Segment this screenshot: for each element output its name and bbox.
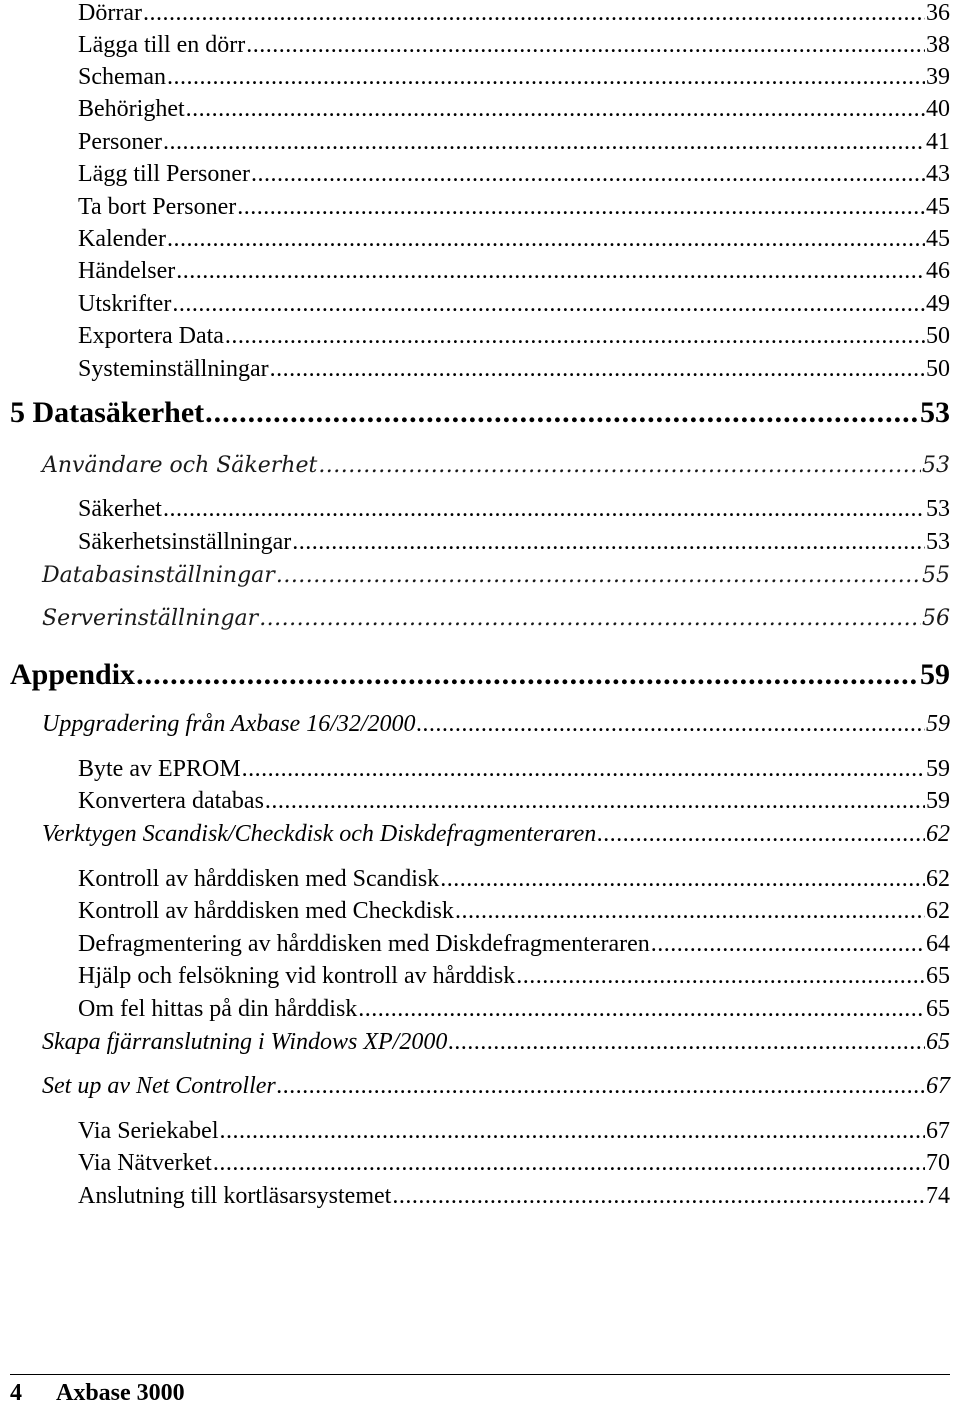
toc-entry-page: 59 bbox=[926, 788, 950, 814]
leader-dots bbox=[277, 1073, 925, 1100]
toc-entry-page: 45 bbox=[926, 226, 950, 252]
toc-entry-page: 36 bbox=[926, 0, 950, 26]
toc-entry-page: 65 bbox=[926, 963, 950, 989]
toc-entry-label: Utskrifter bbox=[78, 291, 172, 317]
leader-dots bbox=[186, 96, 925, 123]
toc-entry-page: 64 bbox=[926, 931, 950, 957]
toc-entry[interactable] bbox=[78, 356, 950, 383]
toc-section-page: 55 bbox=[922, 563, 950, 588]
toc-section-label: Verktygen Scandisk/Checkdisk och Diskdefragmenteraren bbox=[42, 821, 597, 847]
toc-entry[interactable] bbox=[78, 529, 950, 556]
toc-entry-page: 41 bbox=[926, 129, 950, 155]
toc-entry-label: Säkerhetsinställningar bbox=[78, 529, 292, 555]
toc-chapter-label: Appendix bbox=[10, 658, 136, 691]
toc-entry[interactable] bbox=[78, 161, 950, 188]
toc-entry-page: 62 bbox=[926, 898, 950, 924]
toc-entry-page: 39 bbox=[926, 64, 950, 90]
toc-entry-page: 50 bbox=[926, 356, 950, 382]
leader-dots bbox=[265, 788, 925, 815]
leader-dots bbox=[167, 64, 925, 91]
footer-divider bbox=[10, 1374, 950, 1375]
toc-entry-page: 53 bbox=[926, 496, 950, 522]
leader-dots bbox=[292, 529, 925, 556]
toc-entry-page: 70 bbox=[926, 1150, 950, 1176]
toc-entry[interactable] bbox=[78, 0, 950, 27]
toc-section[interactable] bbox=[42, 711, 950, 738]
toc-entry-page: 38 bbox=[926, 32, 950, 58]
leader-dots bbox=[205, 396, 919, 430]
toc-entry[interactable] bbox=[78, 32, 950, 59]
leader-dots bbox=[651, 931, 925, 958]
toc-entry[interactable] bbox=[78, 291, 950, 318]
leader-dots bbox=[270, 356, 925, 383]
leader-dots bbox=[358, 996, 925, 1023]
leader-dots bbox=[163, 129, 925, 156]
toc-entry[interactable] bbox=[78, 756, 950, 783]
toc-section-page: 62 bbox=[926, 821, 950, 847]
page-footer bbox=[10, 1380, 185, 1407]
leader-dots bbox=[246, 32, 925, 59]
toc-entry[interactable] bbox=[78, 1183, 950, 1210]
leader-dots bbox=[251, 161, 925, 188]
leader-dots bbox=[136, 658, 919, 692]
toc-entry[interactable] bbox=[78, 194, 950, 221]
toc-entry[interactable] bbox=[78, 226, 950, 253]
toc-entry[interactable] bbox=[78, 963, 950, 990]
toc-entry-page: 45 bbox=[926, 194, 950, 220]
toc-entry-label: Kalender bbox=[78, 226, 166, 252]
toc-entry-page: 46 bbox=[926, 258, 950, 284]
leader-dots bbox=[237, 194, 925, 221]
leader-dots bbox=[455, 898, 925, 925]
toc-entry-label: Personer bbox=[78, 129, 162, 155]
toc-section[interactable] bbox=[42, 453, 950, 478]
toc-entry[interactable] bbox=[78, 258, 950, 285]
toc-entry-label: Kontroll av hårddisken med Checkdisk bbox=[78, 898, 454, 924]
leader-dots bbox=[176, 258, 925, 285]
toc-section[interactable] bbox=[42, 1029, 950, 1056]
leader-dots bbox=[225, 323, 925, 350]
toc-entry-page: 65 bbox=[926, 996, 950, 1022]
toc-entry-label: Om fel hittas på din hårddisk bbox=[78, 996, 358, 1022]
toc-section-page: 56 bbox=[922, 606, 950, 631]
leader-dots bbox=[276, 563, 921, 588]
toc-section-label: Databasinställningar bbox=[42, 563, 275, 588]
toc-entry-label: Lägga till en dörr bbox=[78, 32, 246, 58]
toc-chapter-page: 59 bbox=[920, 658, 950, 691]
toc-section-page: 67 bbox=[926, 1073, 950, 1099]
toc-section[interactable] bbox=[42, 1073, 950, 1100]
leader-dots bbox=[318, 453, 921, 478]
toc-entry-page: 49 bbox=[926, 291, 950, 317]
toc-entry-page: 40 bbox=[926, 96, 950, 122]
leader-dots bbox=[440, 866, 925, 893]
toc-entry-label: Säkerhet bbox=[78, 496, 162, 522]
toc-entry-label: Hjälp och felsökning vid kontroll av hårddisk bbox=[78, 963, 516, 989]
leader-dots bbox=[516, 963, 925, 990]
toc-entry-page: 59 bbox=[926, 756, 950, 782]
toc-entry-label: Systeminställningar bbox=[78, 356, 269, 382]
toc-section-page: 53 bbox=[922, 453, 950, 478]
leader-dots bbox=[163, 496, 925, 523]
toc-entry[interactable] bbox=[78, 129, 950, 156]
footer-title: Axbase 3000 bbox=[56, 1380, 185, 1406]
toc-entry[interactable] bbox=[78, 323, 950, 350]
toc-entry-page: 53 bbox=[926, 529, 950, 555]
leader-dots bbox=[172, 291, 925, 318]
toc-chapter[interactable] bbox=[10, 658, 950, 692]
toc-section[interactable] bbox=[42, 821, 950, 848]
toc-chapter-label: 5 Datasäkerhet bbox=[10, 396, 205, 429]
leader-dots bbox=[167, 226, 925, 253]
toc-section-label: Set up av Net Controller bbox=[42, 1073, 276, 1099]
toc-section[interactable] bbox=[42, 606, 950, 631]
toc-entry[interactable] bbox=[78, 866, 950, 893]
toc-entry[interactable] bbox=[78, 931, 950, 958]
leader-dots bbox=[392, 1183, 925, 1210]
toc-entry-label: Anslutning till kortläsarsystemet bbox=[78, 1183, 392, 1209]
toc-entry[interactable] bbox=[78, 1118, 950, 1145]
leader-dots bbox=[220, 1118, 926, 1145]
leader-dots bbox=[417, 711, 925, 738]
leader-dots bbox=[143, 0, 925, 27]
toc-section-page: 59 bbox=[926, 711, 950, 737]
toc-entry[interactable] bbox=[78, 64, 950, 91]
toc-chapter-page: 53 bbox=[920, 396, 950, 429]
toc-entry-page: 62 bbox=[926, 866, 950, 892]
toc-entry[interactable] bbox=[78, 96, 950, 123]
toc-entry-label: Exportera Data bbox=[78, 323, 224, 349]
toc-section-label: Serverinställningar bbox=[42, 606, 259, 631]
toc-section-label: Skapa fjärranslutning i Windows XP/2000 bbox=[42, 1029, 448, 1055]
toc-entry[interactable] bbox=[78, 996, 950, 1023]
toc-entry[interactable] bbox=[78, 898, 950, 925]
toc-entry-label: Via Nätverket bbox=[78, 1150, 212, 1176]
toc-entry-label: Defragmentering av hårddisken med Diskdefragmenteraren bbox=[78, 931, 650, 957]
toc-entry-label: Kontroll av hårddisken med Scandisk bbox=[78, 866, 440, 892]
toc-entry-label: Behörighet bbox=[78, 96, 185, 122]
toc-entry-page: 43 bbox=[926, 161, 950, 187]
toc-entry[interactable] bbox=[78, 496, 950, 523]
toc-entry-page: 50 bbox=[926, 323, 950, 349]
toc-entry-label: Ta bort Personer bbox=[78, 194, 237, 220]
toc-entry[interactable] bbox=[78, 1150, 950, 1177]
leader-dots bbox=[259, 606, 921, 631]
toc-entry-label: Dörrar bbox=[78, 0, 142, 26]
toc-entry-page: 74 bbox=[926, 1183, 950, 1209]
leader-dots bbox=[448, 1029, 925, 1056]
leader-dots bbox=[597, 821, 925, 848]
toc-chapter[interactable] bbox=[10, 396, 950, 430]
toc-entry-page: 67 bbox=[926, 1118, 950, 1144]
footer-page-number: 4 bbox=[10, 1380, 22, 1406]
toc-entry-label: Scheman bbox=[78, 64, 166, 90]
toc-entry-label: Byte av EPROM bbox=[78, 756, 241, 782]
toc-entry-label: Händelser bbox=[78, 258, 176, 284]
toc-section[interactable] bbox=[42, 563, 950, 588]
toc-section-label: Uppgradering från Axbase 16/32/2000 bbox=[42, 711, 416, 737]
leader-dots bbox=[242, 756, 925, 783]
leader-dots bbox=[213, 1150, 925, 1177]
toc-section-page: 65 bbox=[926, 1029, 950, 1055]
toc-entry-label: Konvertera databas bbox=[78, 788, 264, 814]
toc-entry-label: Lägg till Personer bbox=[78, 161, 250, 187]
toc-section-label: Användare och Säkerhet bbox=[42, 453, 318, 478]
toc-entry-label: Via Seriekabel bbox=[78, 1118, 219, 1144]
toc-entry[interactable] bbox=[78, 788, 950, 815]
